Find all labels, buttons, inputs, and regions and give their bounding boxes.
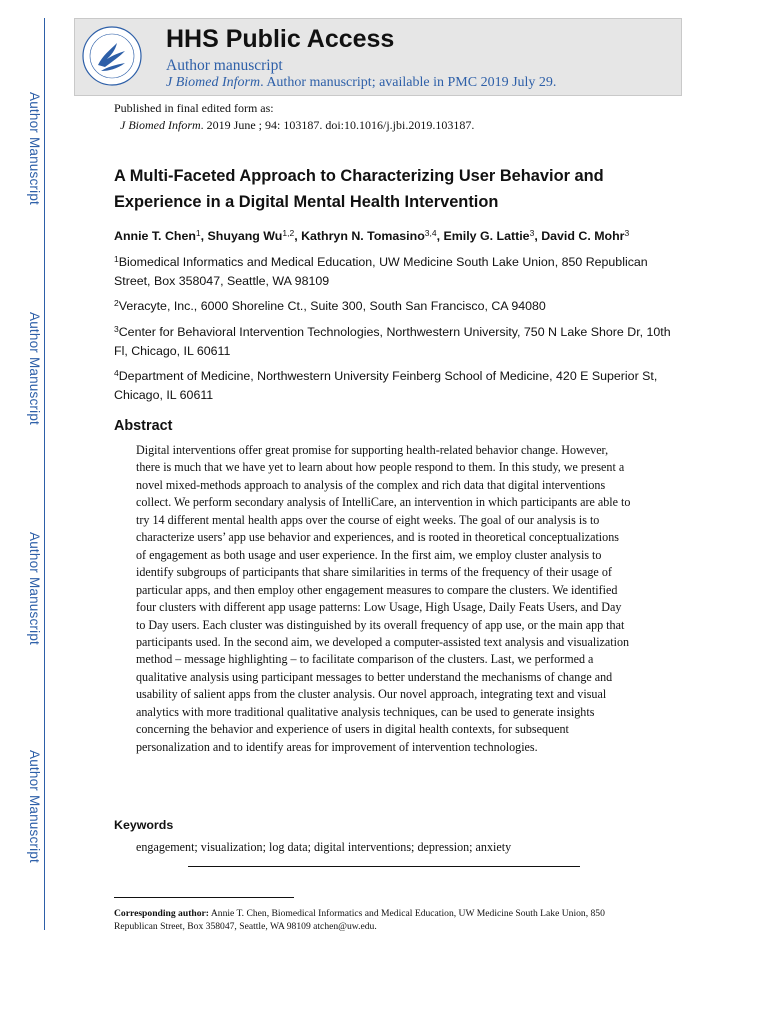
author: Annie T. Chen$^1$,	[114, 228, 208, 243]
margin-label: Author Manuscript	[26, 531, 42, 645]
author: Kathryn N. Tomasino$^{3,4}$,	[301, 228, 444, 243]
footnote-divider	[114, 897, 294, 898]
article-title: A Multi-Faceted Approach to Characterizing User Behavior and Experience in a Digital Mental Health Intervention	[114, 167, 604, 211]
divider	[188, 866, 580, 867]
page-title: HHS Public Access	[166, 25, 395, 53]
margin-label: Author Manuscript	[26, 91, 42, 205]
keywords-heading: Keywords	[114, 818, 174, 832]
abstract-heading: Abstract	[114, 418, 173, 434]
corresponding-author-note: Corresponding author: Annie T. Chen, Biomedical Informatics and Medical Education, UW Medicine South Lake Union, 850 Republican Street, Box 358047, Seattle, WA 98109 atchen@uw.edu.	[114, 908, 605, 932]
affiliation: $^1$Biomedical Informatics and Medical Education, UW Medicine South Lake Union, 850 Republican Street, Box 358047, Seattle, WA 98109	[114, 254, 648, 288]
abstract-text: Digital interventions offer great promise for supporting health-related behavior change. However, there is much that we have yet to learn about how people respond to them. In this study, we present a novel mixed-methods approach to analysis of the complex and rich data that digital interventions collect. We perform secondary analysis of IntelliCare, an intervention in which participants are able to try 14 different mental health apps over the course of eight weeks. The goal of our analysis is to characterize users’ app use behavior and experiences, and is rooted in theoretical conceptualizations of engagement as both usage and user experience. In the first aim, we employ cluster analysis to identify subgroups of participants that share similarities in terms of the frequency of their usage of particular apps, and then employ other engagement measures to compare the clusters. We identified four clusters with different app usage patterns: Low Usage, High Usage, Daily Feats Users, and Day to Day users. Each cluster was distinguished by its overall frequency of app use, or the main app that participants used. In the second aim, we developed a computer-assisted text analysis and visualization method – message highlighting – to facilitate comparison of the clusters. Last, we performed a qualitative analysis using participant messages to better understand the mechanisms of change and usability of salient apps from the cluster analysis. Our novel approach, integrating text and visual analytics with more traditional qualitative analysis techniques, can be used to generate insights concerning the behavior and experience of users in digital health contexts, for subsequent personalization and to identify areas for improvement of intervention technologies.	[136, 443, 631, 754]
hhs-seal-icon	[81, 25, 143, 87]
affiliation: $^2$Veracyte, Inc., 6000 Shoreline Ct., Suite 300, South San Francisco, CA 94080	[114, 298, 546, 313]
margin-label: Author Manuscript	[26, 311, 42, 425]
published-info: Published in final edited form as: J Biomed Inform. 2019 June ; 94: 103187. doi:10.1016/j.jbi.2019.103187.	[114, 101, 475, 132]
author: David C. Mohr$^3$	[541, 228, 630, 243]
margin-rule	[44, 18, 45, 930]
affiliation: $^4$Department of Medicine, Northwestern University Feinberg School of Medicine, 420 E Superior St, Chicago, IL 60611	[114, 368, 658, 402]
author: Shuyang Wu$^{1,2}$,	[207, 228, 302, 243]
manuscript-label: Author manuscript	[166, 57, 283, 74]
keywords-text: engagement; visualization; log data; digital interventions; depression; anxiety	[136, 840, 512, 854]
author-list	[114, 228, 674, 243]
availability-line: J Biomed Inform. Author manuscript; available in PMC 2019 July 29.	[166, 75, 557, 90]
margin-label: Author Manuscript	[26, 749, 42, 863]
author: Emily G. Lattie$^3$,	[443, 228, 542, 243]
affiliation: $^3$Center for Behavioral Intervention Technologies, Northwestern University, 750 N Lake Shore Dr, 10th Fl, Chicago, IL 60611	[114, 324, 671, 358]
hhs-header	[74, 18, 682, 96]
